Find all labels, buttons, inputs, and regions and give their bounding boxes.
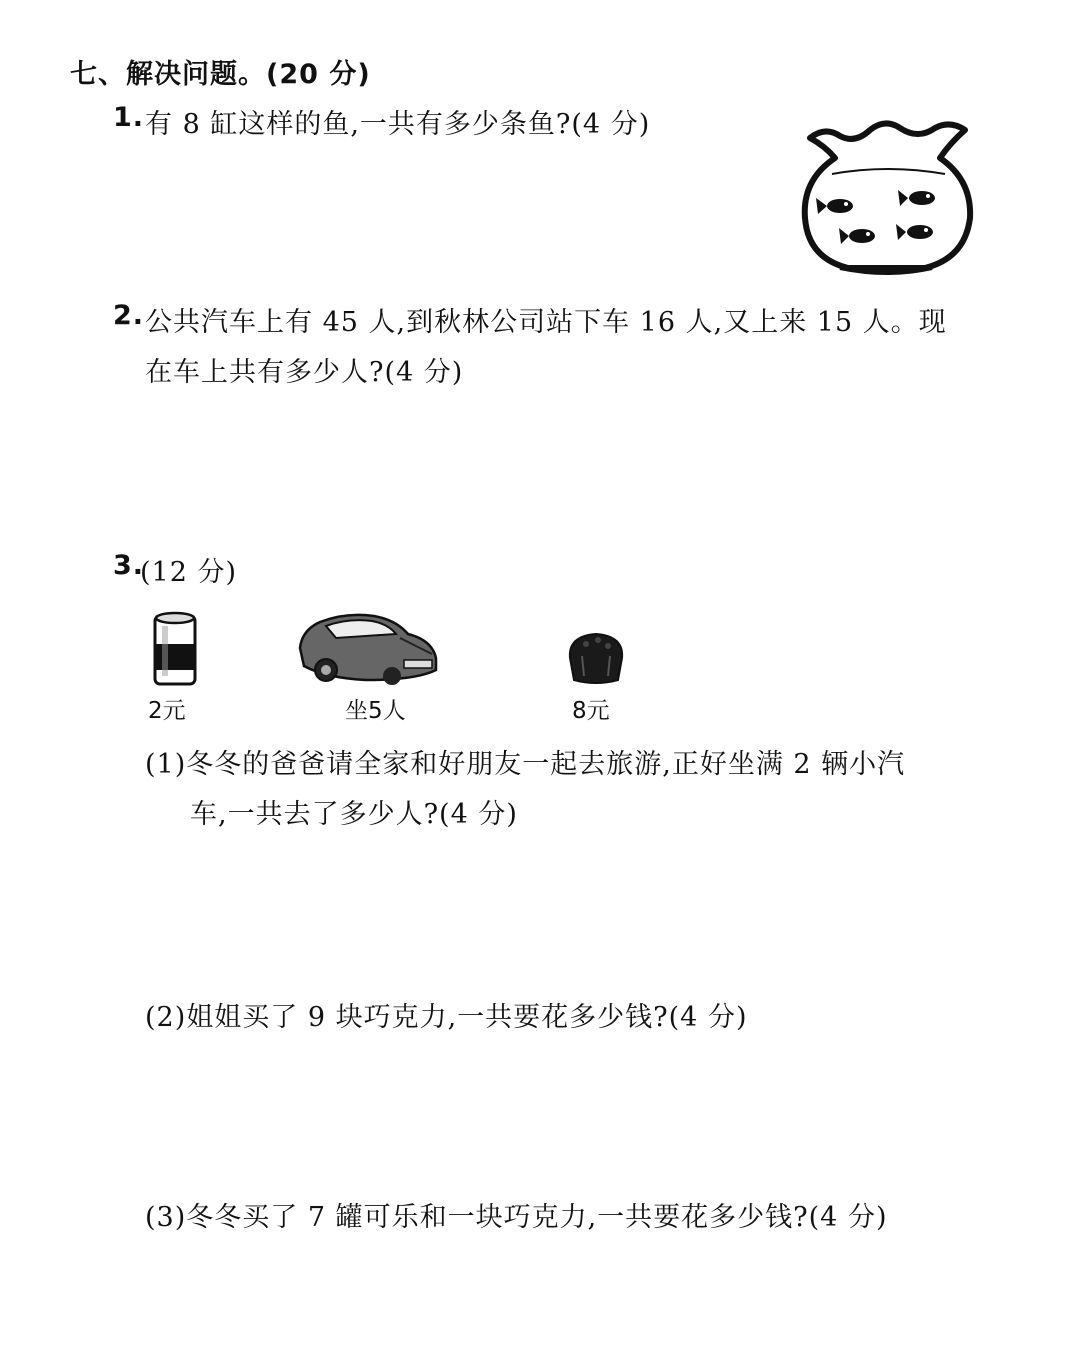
q1-text: 有 8 缸这样的鱼,一共有多少条鱼?(4 分) — [145, 109, 651, 140]
car-icon — [296, 608, 441, 688]
q3-sub2: (2)姐姐买了 9 块巧克力,一共要花多少钱?(4 分) — [145, 1002, 748, 1033]
q2-line2: 在车上共有多少人?(4 分) — [145, 357, 464, 388]
fishbowl-icon — [800, 118, 975, 280]
q3-sub3: (3)冬冬买了 7 罐可乐和一块巧克力,一共要花多少钱?(4 分) — [145, 1202, 888, 1233]
section-title: 七、解决问题。(20 分) — [70, 59, 371, 90]
q3-sub1-line1: (1)冬冬的爸爸请全家和好朋友一起去旅游,正好坐满 2 辆小汽 — [145, 749, 906, 780]
q2-line1: 公共汽车上有 45 人,到秋林公司站下车 16 人,又上来 15 人。现 — [145, 307, 947, 338]
chocolate-price-label: 8元 — [572, 698, 610, 724]
q2-number: 2. — [113, 300, 145, 331]
car-capacity-label: 坐5人 — [345, 698, 406, 724]
q1-number: 1. — [113, 102, 145, 133]
cola-can-icon — [150, 610, 200, 688]
cola-price-label: 2元 — [148, 698, 186, 724]
chocolate-icon — [564, 628, 628, 686]
q3-number: 3. — [113, 550, 145, 581]
q3-sub1-line2: 车,一共去了多少人?(4 分) — [190, 799, 518, 830]
q3-score: (12 分) — [140, 557, 238, 588]
